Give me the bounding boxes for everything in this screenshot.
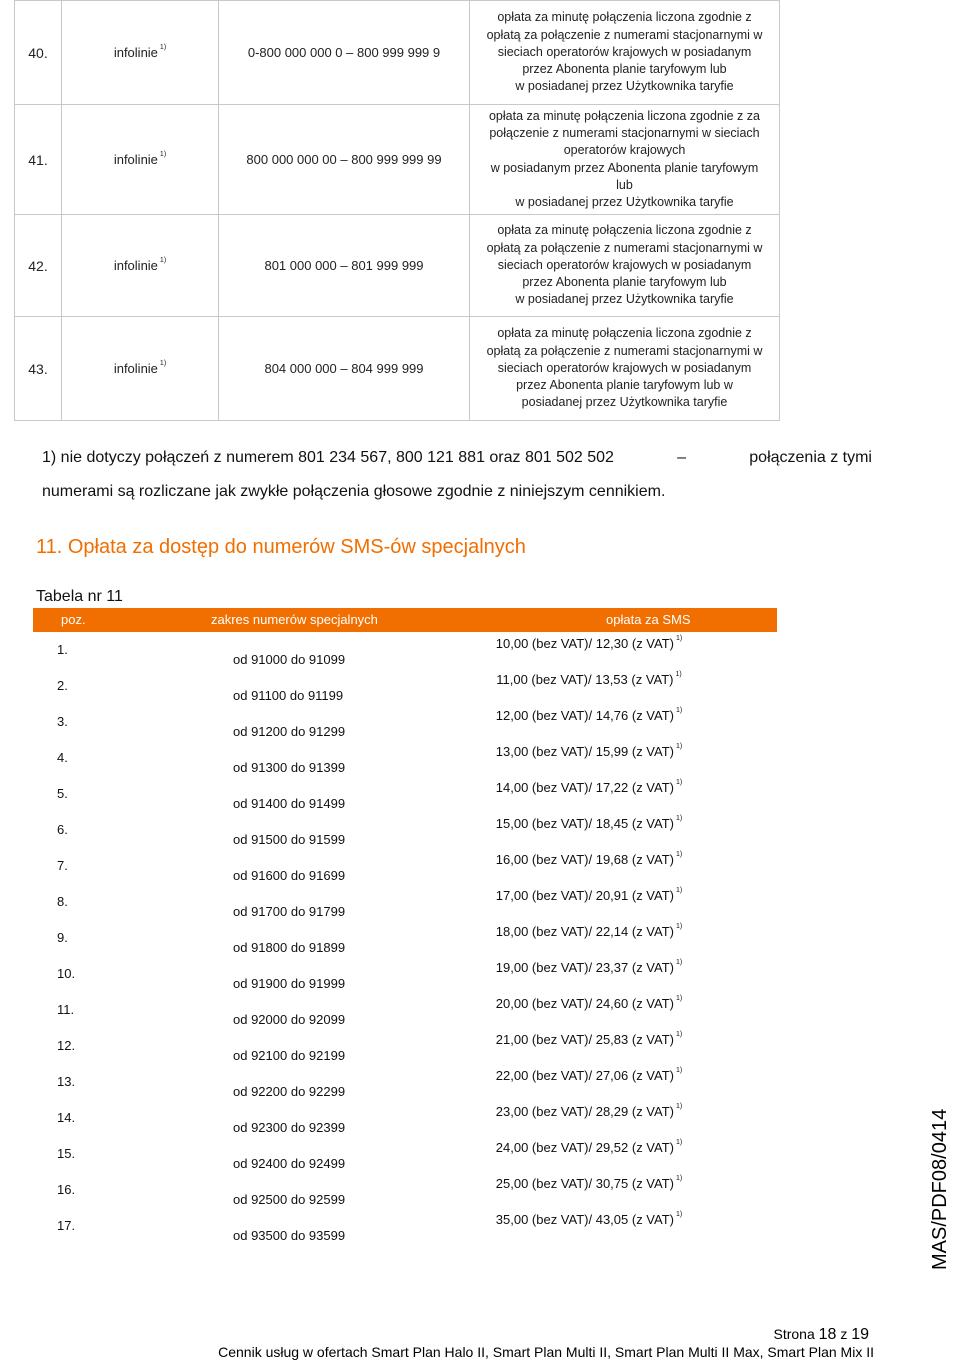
footnote-ref: 1) (159, 360, 167, 367)
sms-table-row (33, 992, 777, 1028)
service-name: infolinie (113, 258, 158, 273)
special-number-range: od 91400 do 91499 (233, 796, 346, 811)
special-number-range: od 92200 do 92299 (233, 1084, 346, 1099)
special-number-range: od 91200 do 91299 (233, 724, 346, 739)
row-number: 41. (15, 105, 62, 215)
sms-fee (439, 888, 739, 903)
sms-fee (439, 996, 739, 1011)
sms-fee-text: 17,00 (bez VAT)/ 20,91 (z VAT) (495, 888, 674, 903)
footnote-ref: 1) (675, 959, 683, 966)
footnote-ref: 1) (675, 995, 683, 1002)
description-line: w posiadanej przez Użytkownika taryfie (515, 195, 734, 210)
sms-table-row (33, 848, 777, 884)
footnote-ref: 1) (675, 779, 683, 786)
row-position: 8. (57, 894, 68, 909)
row-number: 40. (15, 1, 62, 105)
special-number-range: od 91700 do 91799 (233, 904, 346, 919)
row-position: 11. (57, 1002, 75, 1017)
sms-fee-text: 15,00 (bez VAT)/ 18,45 (z VAT) (495, 816, 674, 831)
description-line: opłata za minutę połączenia liczona zgodnie z za (488, 108, 760, 123)
sms-fee-text: 21,00 (bez VAT)/ 25,83 (z VAT) (495, 1032, 674, 1047)
row-service (62, 215, 219, 317)
special-number-range: od 91600 do 91699 (233, 868, 346, 883)
page-prefix: Strona (773, 1326, 815, 1342)
sms-fee-text: 35,00 (bez VAT)/ 43,05 (z VAT) (495, 1212, 674, 1227)
sms-table-row (33, 1100, 777, 1136)
sms-table-row (33, 812, 777, 848)
row-position: 3. (57, 714, 68, 729)
footnote-ref: 1) (675, 1211, 683, 1218)
description-line: opłata za minutę połączenia liczona zgodnie z (497, 223, 752, 238)
service-name: infolinie (113, 45, 158, 60)
description-line: sieciach operatorów krajowych w posiadanym (497, 44, 752, 59)
row-position: 14. (57, 1110, 76, 1125)
description-line: posiadanej przez Użytkownika taryfie (521, 395, 728, 410)
special-number-range: od 93500 do 93599 (233, 1228, 346, 1243)
sms-fee (439, 636, 739, 651)
sms-fee (439, 960, 739, 975)
sms-fee (439, 1068, 739, 1083)
footnote-ref: 1) (675, 1031, 683, 1038)
footnote-ref: 1) (675, 815, 683, 822)
sms-fee (439, 816, 739, 831)
sms-table-row (33, 632, 777, 668)
sms-fee-text: 25,00 (bez VAT)/ 30,75 (z VAT) (495, 1176, 674, 1191)
special-number-range: od 92500 do 92599 (233, 1192, 346, 1207)
row-position: 17. (57, 1218, 76, 1233)
sms-table-body (33, 632, 777, 1244)
footnote-ref: 1) (675, 851, 683, 858)
sms-fee-text: 11,00 (bez VAT)/ 13,53 (z VAT) (496, 672, 674, 687)
description-line: opłata za minutę połączenia liczona zgodnie z (497, 326, 752, 341)
sms-fee (439, 924, 739, 939)
row-number: 43. (15, 317, 62, 421)
infolinie-table (14, 0, 780, 421)
row-position: 2. (57, 678, 68, 693)
fee-description (470, 1, 780, 105)
sms-fee-text: 23,00 (bez VAT)/ 28,29 (z VAT) (495, 1104, 674, 1119)
description-line: przez Abonenta planie taryfowym lub (522, 62, 727, 77)
footnote-ref: 1) (675, 1067, 683, 1074)
number-range: 801 000 000 – 801 999 999 (219, 215, 470, 317)
description-line: opłatą za połączenie z numerami stacjonarnymi w (486, 343, 763, 358)
row-position: 16. (57, 1182, 76, 1197)
special-number-range: od 92100 do 92199 (233, 1048, 346, 1063)
sms-table-row (33, 920, 777, 956)
sms-fee-text: 12,00 (bez VAT)/ 14,76 (z VAT) (495, 708, 674, 723)
service-name: infolinie (113, 361, 158, 376)
sms-fee-text: 22,00 (bez VAT)/ 27,06 (z VAT) (495, 1068, 674, 1083)
sms-fee (439, 1032, 739, 1047)
sms-fee (439, 1212, 739, 1227)
row-position: 6. (57, 822, 68, 837)
description-line: opłata za minutę połączenia liczona zgodnie z (497, 10, 752, 25)
sms-fee-text: 13,00 (bez VAT)/ 15,99 (z VAT) (495, 744, 674, 759)
row-position: 7. (57, 858, 68, 873)
description-line: w posiadanej przez Użytkownika taryfie (515, 79, 734, 94)
footnote-ref: 1) (159, 44, 167, 51)
description-line: połączenie z numerami stacjonarnymi w sieciach (489, 125, 760, 140)
row-position: 12. (57, 1038, 76, 1053)
infolinie-row (15, 317, 780, 421)
description-line: przez Abonenta planie taryfowym lub w (516, 378, 733, 393)
sms-table-row (33, 704, 777, 740)
description-line: sieciach operatorów krajowych w posiadanym (497, 360, 752, 375)
page-sep: z (840, 1326, 848, 1342)
footnote-ref: 1) (675, 635, 683, 642)
sms-table-row (33, 776, 777, 812)
special-number-range: od 91300 do 91399 (233, 760, 346, 775)
page-total: 19 (851, 1326, 869, 1343)
description-line: przez Abonenta planie taryfowym lub (522, 275, 727, 290)
header-pos: poz. (61, 612, 86, 627)
footnote-text-part1: 1) nie dotyczy połączeń z numerem 801 234 567, 800 121 881 oraz 801 502 502 (42, 449, 614, 466)
infolinie-row (15, 105, 780, 215)
special-number-range: od 91900 do 91999 (233, 976, 346, 991)
sms-fee-text: 24,00 (bez VAT)/ 29,52 (z VAT) (495, 1140, 674, 1155)
sms-fee (439, 1176, 739, 1191)
row-position: 10. (57, 966, 76, 981)
description-line: w posiadanym przez Abonenta planie taryfowym (490, 160, 759, 175)
footnote (42, 441, 872, 509)
sms-fee (439, 852, 739, 867)
sms-fee-text: 19,00 (bez VAT)/ 23,37 (z VAT) (495, 960, 674, 975)
footnote-ref: 1) (159, 257, 167, 264)
special-number-range: od 92300 do 92399 (233, 1120, 346, 1135)
footnote-line2: numerami są rozliczane jak zwykłe połączenia głosowe zgodnie z niniejszym cennikiem. (42, 483, 666, 500)
description-line: sieciach operatorów krajowych w posiadanym (497, 257, 752, 272)
footnote-ref: 1) (675, 707, 683, 714)
sms-table-row (33, 884, 777, 920)
row-number: 42. (15, 215, 62, 317)
section-heading: 11. Opłata za dostęp do numerów SMS-ów specjalnych (36, 536, 526, 558)
footnote-ref: 1) (675, 923, 683, 930)
special-number-range: od 92000 do 92099 (233, 1012, 346, 1027)
description-line: w posiadanej przez Użytkownika taryfie (515, 292, 734, 307)
special-number-range: od 92400 do 92499 (233, 1156, 346, 1171)
sms-fee (439, 780, 739, 795)
footnote-ref: 1) (675, 887, 683, 894)
row-position: 15. (57, 1146, 76, 1161)
sms-fee (439, 1104, 739, 1119)
footnote-ref: 1) (159, 151, 167, 158)
sms-fee (439, 708, 739, 723)
footnote-ref: 1) (675, 671, 682, 678)
number-range: 804 000 000 – 804 999 999 (219, 317, 470, 421)
description-line: lub (616, 177, 633, 192)
sms-fee-text: 18,00 (bez VAT)/ 22,14 (z VAT) (495, 924, 674, 939)
description-line: opłatą za połączenie z numerami stacjonarnymi w (486, 27, 763, 42)
special-number-range: od 91100 do 91199 (233, 688, 344, 703)
footnote-ref: 1) (675, 1175, 683, 1182)
special-number-range: od 91500 do 91599 (233, 832, 346, 847)
fee-description (470, 317, 780, 421)
sms-fee (439, 744, 739, 759)
row-position: 1. (57, 642, 68, 657)
header-fee: opłata za SMS (606, 612, 691, 627)
sms-table-row (33, 1208, 777, 1244)
row-position: 9. (57, 930, 68, 945)
row-service (62, 1, 219, 105)
row-service (62, 317, 219, 421)
table-caption: Tabela nr 11 (36, 588, 123, 605)
sms-table-row (33, 1172, 777, 1208)
service-name: infolinie (113, 152, 158, 167)
sms-table-row (33, 1028, 777, 1064)
sms-table-header (33, 608, 777, 632)
sms-table-row (33, 668, 777, 704)
row-position: 5. (57, 786, 68, 801)
sms-table-row (33, 956, 777, 992)
infolinie-row (15, 215, 780, 317)
sms-fee-text: 10,00 (bez VAT)/ 12,30 (z VAT) (495, 636, 674, 651)
sms-table-row (33, 740, 777, 776)
header-range: zakres numerów specjalnych (211, 612, 378, 627)
sms-fee-text: 20,00 (bez VAT)/ 24,60 (z VAT) (495, 996, 674, 1011)
fee-description (470, 105, 780, 215)
sms-table-row (33, 1064, 777, 1100)
row-position: 4. (57, 750, 68, 765)
page-number (773, 1326, 869, 1344)
row-service (62, 105, 219, 215)
document-code: MAS/PDF08/0414 (929, 1108, 951, 1270)
description-line: opłatą za połączenie z numerami stacjonarnymi w (486, 240, 763, 255)
footnote-text-part2: połączenia z tymi (749, 449, 872, 466)
number-range: 0-800 000 000 0 – 800 999 999 9 (219, 1, 470, 105)
sms-fee (439, 672, 739, 687)
footnote-ref: 1) (675, 1139, 683, 1146)
description-line: operatorów krajowych (563, 143, 686, 158)
footnote-dash: – (677, 449, 687, 466)
row-position: 13. (57, 1074, 76, 1089)
footnote-ref: 1) (675, 1103, 683, 1110)
footnote-ref: 1) (675, 743, 683, 750)
sms-fee (439, 1140, 739, 1155)
infolinie-row (15, 1, 780, 105)
page-current: 18 (818, 1326, 837, 1343)
special-number-range: od 91000 do 91099 (233, 652, 346, 667)
fee-description (470, 215, 780, 317)
number-range: 800 000 000 00 – 800 999 999 99 (219, 105, 470, 215)
special-number-range: od 91800 do 91899 (233, 940, 346, 955)
sms-fee-text: 14,00 (bez VAT)/ 17,22 (z VAT) (495, 780, 674, 795)
sms-table-row (33, 1136, 777, 1172)
sms-fee-text: 16,00 (bez VAT)/ 19,68 (z VAT) (495, 852, 674, 867)
footer-text: Cennik usług w ofertach Smart Plan Halo II, Smart Plan Multi II, Smart Plan Multi II Max, Smart Plan Mix II (218, 1344, 874, 1360)
